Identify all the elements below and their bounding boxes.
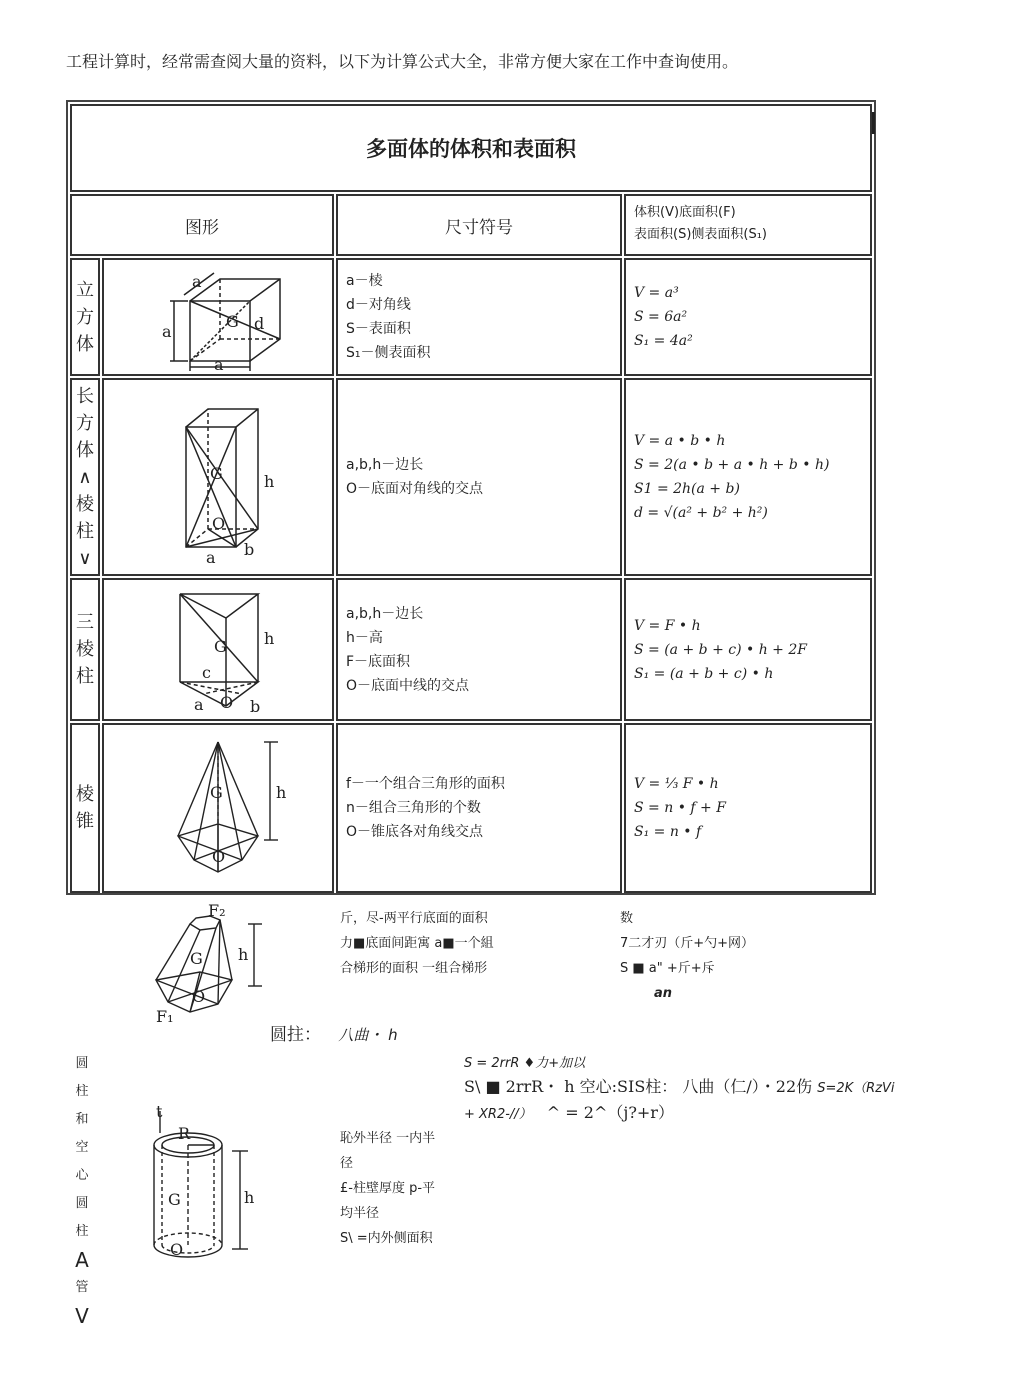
- dim-label-r: R: [178, 1124, 191, 1143]
- symbols-triangular-prism: [336, 578, 622, 721]
- dim-label-a: a: [192, 272, 202, 291]
- symbol-item: a,b,h－边长: [346, 457, 424, 473]
- row-name-triangular-prism: [70, 578, 100, 721]
- formula-item: S = (a + b + c) • h + 2F: [634, 641, 807, 658]
- formula-item: d = √(a² + b² + h²): [634, 505, 768, 521]
- cylinder-line3: [464, 1074, 984, 1097]
- dim-label-g: G: [214, 636, 227, 656]
- symbol-item: 均半径: [340, 1206, 380, 1221]
- row-name-char: 柱: [76, 666, 94, 687]
- symbol-item: 恥外半径 一内半: [340, 1131, 436, 1146]
- row-name-char: 棱: [76, 784, 94, 805]
- symbol-item: 径: [340, 1156, 354, 1171]
- symbol-item: F－底面积: [346, 653, 411, 670]
- side-char: 圆: [75, 1196, 89, 1211]
- dim-label-g: G: [168, 1190, 181, 1209]
- symbol-item: S₁－侧表面积: [346, 345, 431, 361]
- dim-label-a: a: [206, 548, 216, 567]
- dim-label-a: a: [194, 694, 204, 714]
- formula-item: 数: [620, 911, 634, 926]
- symbol-item: h－高: [346, 629, 383, 646]
- dim-label-h: h: [238, 945, 249, 964]
- side-char: A: [75, 1248, 89, 1272]
- header-formulas: [624, 194, 872, 256]
- row-name-char: 立: [76, 279, 94, 301]
- symbol-item: 合梯形的面积 一组合梯形: [340, 961, 488, 976]
- symbol-item: f－一个组合三角形的面积: [346, 776, 505, 792]
- intro-text: 工程计算时，经常需查阅大量的资料，以下为计算公式大全，非常方便大家在工作中查询使用。: [66, 52, 739, 71]
- side-char: 柱: [75, 1224, 89, 1239]
- symbol-item: O－锥底各对角线交点: [346, 824, 484, 840]
- side-char: 空: [75, 1140, 89, 1155]
- cylinder-line2: S = 2rrR ♦力+加以: [464, 1056, 586, 1071]
- dim-label-g: G: [226, 312, 239, 331]
- dim-label-o: O: [212, 847, 226, 866]
- dim-label-t: t: [156, 1105, 163, 1121]
- row-name-cube: [70, 258, 100, 376]
- dim-label-b: b: [250, 696, 261, 716]
- symbol-item: d－对角线: [346, 297, 411, 313]
- dim-label-c: c: [202, 662, 211, 682]
- formula-item: V = a³: [634, 285, 679, 301]
- dim-label-h: h: [244, 1188, 255, 1207]
- dim-label-a: a: [214, 355, 224, 373]
- dim-label-g: G: [210, 464, 223, 483]
- row-name-char: ∧: [78, 466, 92, 488]
- cylinder-label: 圆拄：: [270, 1025, 321, 1045]
- symbol-item: £-柱壁厚度 p-平: [340, 1181, 436, 1196]
- formula-item: S1 = 2h(a + b): [634, 481, 740, 497]
- cylinder-side-label: [70, 1050, 94, 1330]
- figure-cylinder: [140, 1105, 270, 1275]
- dim-label-h: h: [264, 628, 275, 648]
- formulas-pyramid: [624, 723, 872, 893]
- formula-item: S₁ = 4a²: [634, 333, 693, 349]
- row-name-char: 棱: [76, 639, 94, 660]
- formula-item: S₁ = n • f: [634, 824, 702, 840]
- formulas-cuboid: [624, 378, 872, 576]
- header-formula-line1: 体积(V)底面积(F): [634, 205, 736, 220]
- symbols-frustum: [340, 906, 600, 981]
- dim-label-b: b: [244, 540, 255, 559]
- row-name-char: 三: [76, 612, 94, 633]
- symbol-item: a,b,h－边长: [346, 605, 424, 622]
- row-name-char: 棱: [76, 493, 94, 515]
- formula-item: S = 2(a • b + a • h + b • h): [634, 457, 830, 473]
- dim-label-a: a: [162, 322, 172, 341]
- formulas-cube: [624, 258, 872, 376]
- dim-label-d: d: [254, 314, 265, 333]
- row-name-char: 体: [76, 439, 94, 461]
- formula-item: S₁ = (a + b + c) • h: [634, 665, 774, 682]
- dim-label-g: G: [210, 783, 223, 802]
- header-formula-line2: 表面积(S)侧表面积(S₁): [634, 227, 768, 242]
- symbol-item: S－表面积: [346, 321, 411, 337]
- figure-cube: [102, 258, 334, 376]
- symbol-item: a－棱: [346, 273, 383, 289]
- row-name-char: 方: [76, 306, 94, 328]
- row-name-char: ∨: [78, 547, 92, 569]
- symbols-cube: [336, 258, 622, 376]
- symbol-item: O－底面中线的交点: [346, 677, 470, 694]
- formulas-frustum: [620, 906, 870, 1006]
- side-char: 管: [75, 1280, 89, 1295]
- dim-label-h: h: [264, 472, 275, 491]
- figure-frustum: [130, 902, 280, 1028]
- symbol-item: n－组合三角形的个数: [346, 800, 481, 816]
- symbols-cuboid: [336, 378, 622, 576]
- side-char: 圆: [75, 1056, 89, 1071]
- row-name-char: 长: [76, 385, 94, 407]
- formula-item: S ■ a" +斤+斥: [620, 961, 715, 976]
- header-symbols: 尺寸符号: [336, 194, 622, 256]
- formula-item: 7二才刃（斤+勺+网）: [620, 936, 755, 951]
- symbol-item: 斤，尽-两平行底面的面积: [340, 911, 488, 926]
- formula-item: V = a • b • h: [634, 433, 726, 449]
- table-title: 多面体的体积和表面积: [70, 104, 872, 192]
- dim-label-h: h: [276, 783, 287, 802]
- row-name-char: 柱: [76, 520, 94, 542]
- side-char: 心: [75, 1168, 89, 1183]
- symbols-pyramid: [336, 723, 622, 893]
- row-name-pyramid: [70, 723, 100, 893]
- symbols-cylinder: [340, 1126, 470, 1251]
- formula-item: V = F • h: [634, 617, 701, 634]
- symbol-item: S\ =内外侧面积: [340, 1231, 433, 1246]
- cylinder-line4: [464, 1100, 674, 1123]
- formula-item: S = 6a²: [634, 309, 688, 325]
- row-name-cuboid: [70, 378, 100, 576]
- formula-item: V = ⅓ F • h: [634, 776, 719, 792]
- dim-label-f2: F₂: [208, 902, 226, 920]
- symbol-item: 力■底面间距寓 a■一个組: [340, 936, 494, 951]
- cylinder-formula: S=2K（RzVi: [817, 1081, 895, 1096]
- figure-pyramid: [102, 723, 334, 893]
- cylinder-formula: S\ ■ 2rrR・ h: [464, 1077, 575, 1096]
- cylinder-line1: [270, 1020, 398, 1045]
- dim-label-o: O: [212, 514, 226, 533]
- dim-label-f1: F₁: [156, 1007, 174, 1026]
- formula-item: S = n • f + F: [634, 800, 726, 816]
- dim-label-o: O: [220, 692, 234, 712]
- dim-label-g: G: [190, 949, 203, 968]
- header-figure: 图形: [70, 194, 334, 256]
- side-char: 柱: [75, 1084, 89, 1099]
- symbol-item: O－底面对角线的交点: [346, 481, 484, 497]
- side-char: 和: [75, 1112, 89, 1127]
- row-name-char: 方: [76, 412, 94, 434]
- formulas-triangular-prism: [624, 578, 872, 721]
- cylinder-formula: + XR2-//）: [464, 1107, 532, 1122]
- formula-item: an: [654, 986, 673, 1001]
- side-char: V: [75, 1304, 89, 1328]
- row-name-char: 锥: [76, 811, 94, 832]
- figure-triangular-prism: [102, 578, 334, 721]
- dim-label-o: O: [170, 1240, 184, 1259]
- row-name-char: 体: [76, 333, 94, 355]
- figure-cuboid: [102, 378, 334, 576]
- cylinder-formula: 八曲・ h: [338, 1026, 398, 1044]
- dim-label-o: O: [192, 987, 206, 1006]
- cylinder-formula: ^ = 2^（j?+r）: [546, 1103, 674, 1122]
- scan-mark: [872, 112, 875, 134]
- cylinder-formula: 空心:SIS柱： 八曲（仁/）・22伤: [579, 1077, 813, 1096]
